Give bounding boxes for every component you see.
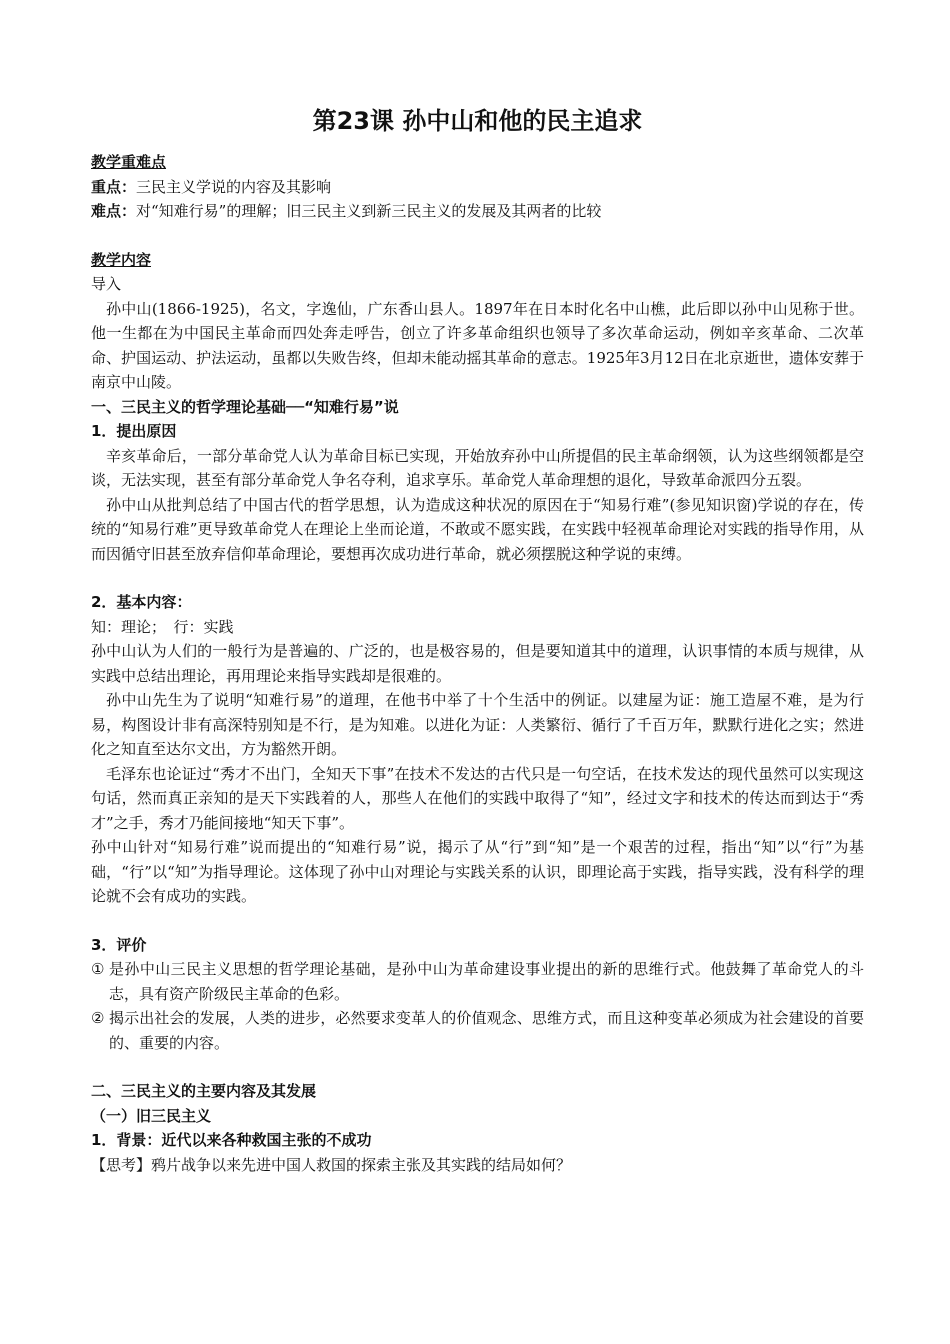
- lesson-title: 第23课 孙中山和他的民主追求: [312, 107, 643, 135]
- section2-heading: 二、三民主义的主要内容及其发展: [91, 1082, 317, 1100]
- section2-subheading: （一）旧三民主义: [91, 1106, 212, 1125]
- evaluation-item: [91, 957, 864, 1006]
- section1-sub1-paragraph2: 孙中山从批判总结了中国古代的哲学思想，认为造成这种状况的原因在于“知易行难”(参见知识窗)学说的存在，传统的“知易行难”更导致革命党人在理论上坐而论道，不敢或不愿实践，在实践中轻视革命理论对实践的指导作用，从而因循守旧甚至放弃信仰革命理论，要想再次成功进行革命，就必须摆脱这种学说的束缚。: [91, 495, 864, 563]
- spacer: [91, 566, 864, 590]
- focus-line: [91, 175, 864, 200]
- section1-sub3-heading: 3．评价: [91, 935, 147, 954]
- section1-heading: 一、三民主义的哲学理论基础──“知难行易”说: [91, 397, 399, 416]
- key-points-heading: 教学重难点: [91, 153, 167, 171]
- section1-sub2-definition: 知：理论； 行：实践: [91, 617, 234, 636]
- difficulty-label: 难点：: [91, 202, 137, 220]
- evaluation-text: 揭示出社会的发展，人类的进步，必然要求变革人的价值观念、思维方式，而且这种变革必须成为社会建设的首要的、重要的内容。: [109, 1009, 864, 1052]
- spacer: [91, 224, 864, 248]
- section1-sub2-heading: 2．基本内容：: [91, 593, 192, 611]
- evaluation-item: [91, 1006, 864, 1055]
- intro-label: 导入: [91, 275, 122, 293]
- section1-sub2-paragraph2: 孙中山先生为了说明“知难行易”的道理，在他书中举了十个生活中的例证。以建屋为证：施工造屋不难，是为行易，构图设计非有高深特别知是不行，是为知难。以进化为证：人类繁衍、循行了千百万年，默默行进化之实；然进化之知直至达尔文出，方为豁然开朗。: [91, 691, 864, 758]
- focus-label: 重点：: [91, 177, 137, 196]
- evaluation-number: ②: [91, 1009, 105, 1027]
- section1-sub2-paragraph1: 孙中山认为人们的一般行为是普遍的、广泛的，也是极容易的，但是要知道其中的道理，认识事情的本质与规律，从实践中总结出理论，再用理论来指导实践却是很难的。: [91, 642, 864, 685]
- focus-text: 三民主义学说的内容及其影响: [136, 177, 332, 196]
- section2-background-heading: 1．背景：近代以来各种救国主张的不成功: [91, 1131, 372, 1149]
- spacer: [91, 909, 864, 933]
- spacer: [91, 1055, 864, 1079]
- evaluation-text: 是孙中山三民主义思想的哲学理论基础，是孙中山为革命建设事业提出的新的思维行式。他鼓舞了革命党人的斗志，具有资产阶级民主革命的色彩。: [109, 960, 864, 1003]
- difficulty-text: 对“知难行易”的理解；旧三民主义到新三民主义的发展及其两者的比较: [136, 202, 602, 220]
- evaluation-number: ①: [91, 960, 105, 978]
- section1-sub2-paragraph4: 孙中山针对“知易行难”说而提出的“知难行易”说，揭示了从“行”到“知”是一个艰苦的过程，指出“知”以“行”为基础，“行”以“知”为指导理论。这体现了孙中山对理论与实践关系的认识，即理论高于实践，指导实践，没有科学的理论就不会有成功的实践。: [91, 838, 864, 905]
- section1-sub1-heading: 1．提出原因: [91, 422, 177, 440]
- intro-paragraph: 孙中山(1866-1925)，名文，字逸仙，广东香山县人。1897年在日本时化名中山樵，此后即以孙中山见称于世。他一生都在为中国民主革命而四处奔走呼告，创立了许多革命组织也领导了多次革命运动，例如辛亥革命、二次革命、护国运动、护法运动，虽都以失败告终，但却未能动摇其革命的意志。1925年3月12日在北京逝世，遗体安葬于南京中山陵。: [91, 299, 864, 391]
- content-heading: 教学内容: [91, 250, 152, 269]
- think-question: 【思考】鸦片战争以来先进中国人救国的探索主张及其实践的结局如何？: [91, 1155, 572, 1174]
- section1-sub1-paragraph1: 辛亥革命后，一部分革命党人认为革命目标已实现，开始放弃孙中山所提倡的民主革命纲领，认为这些纲领都是空谈，无法实现，甚至有部分革命党人争名夺利，追求享乐。革命党人革命理想的退化，导致革命派四分五裂。: [91, 446, 864, 489]
- difficulty-line: [91, 199, 864, 224]
- section1-sub2-paragraph3: 毛泽东也论证过“秀才不出门，全知天下事”在技术不发达的古代只是一句空话，在技术发达的现代虽然可以实现这句话，然而真正亲知的是天下实践着的人，那些人在他们的实践中取得了“知”，经过文字和技术的传达而到达于“秀才”之手，秀才乃能间接地“知天下事”。: [91, 764, 864, 832]
